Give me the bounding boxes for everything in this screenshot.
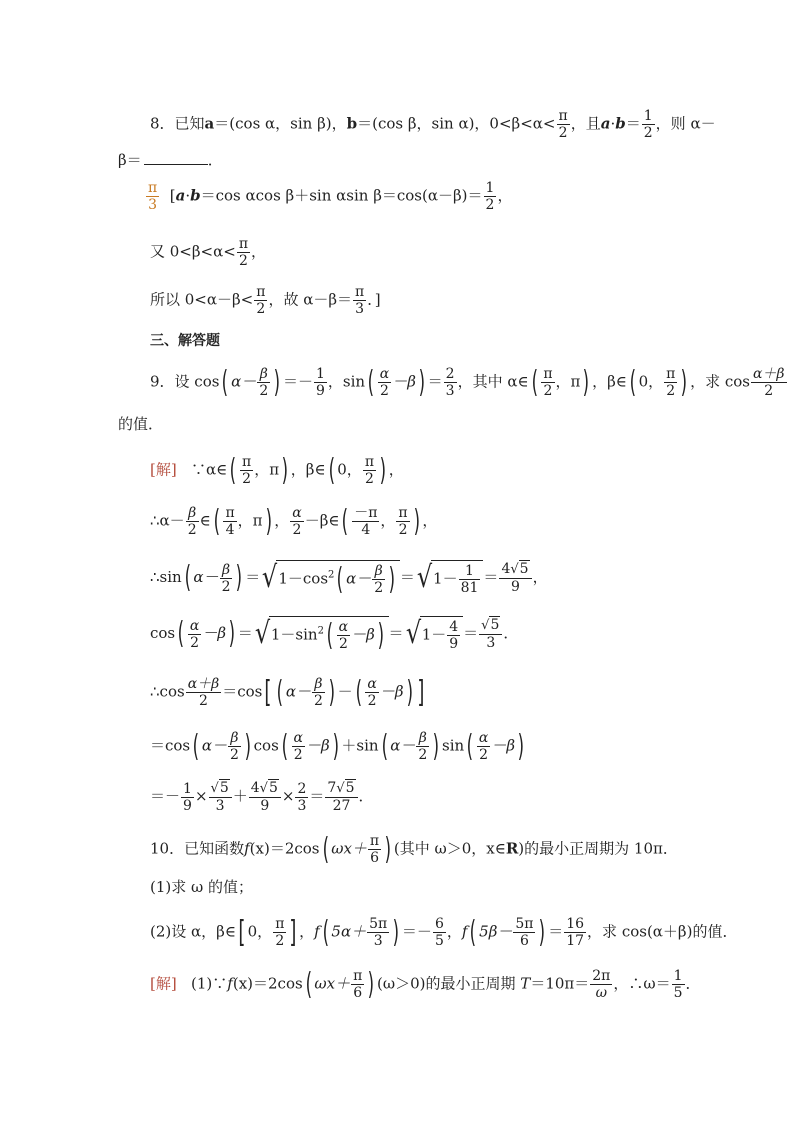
problem8-solution-line1: $\frac{\pi}{3}$ [a·b＝cos αcos β＋sin αsin β＝cos(α－β)＝ $\frac{1}{2}$ ， [148,180,513,213]
fraction-pi-over-2: $\frac{\pi}{2}$ [558,108,568,141]
section-title: 三、解答题 [150,333,220,349]
answer-blank [144,150,208,165]
problem9-solution-line2: ∴α－ $\frac{\beta}{2}$ ∈( $\frac{\pi}{4}$ ，π) ， $\frac{\alpha}{2}$ －β∈( $\frac{-\pi}{4}$ ， $\frac{\pi}{2}$ ) ， [150,503,438,539]
problem10-question2: (2)设 α，β∈[ 0， $\frac{\pi}{2}$ ] ，f( 5α＋ $\frac{5\pi}{3}$ ) ＝－ $\frac{6}{5}$ ，f( 5β－ $\frac{5\pi}{6}$ ) ＝ $\frac{16}{17}$ ，求 cos(α＋β)的值． [150,914,738,950]
problem9-solution-line4: cos( $\frac{\alpha}{2}$ $-\beta) =√1-\sin^2$( $\frac{\alpha}{2}$ －β) ＝√1－ $\frac{4}{9}$ ＝ $\frac{√5}{3}$ ． [150,616,519,653]
problem10-statement: 10．已知函数f(x)＝2cos( ωx＋ $\frac{\pi}{6}$ ) (其中 ω＞0，x∈R)的最小正周期为 10π． [150,831,678,867]
problem8-solution-line2: 又 0<β<α< $\frac{\pi}{2}$ ， [150,236,267,269]
problem9-statement-tail: 的值． [118,415,164,433]
answer-pi-over-3: $\frac{\pi}{3}$ [148,180,158,213]
problem9-solution-line1: [解] ∵α∈( $\frac{\pi}{2}$ ，π) ，β∈( 0， $\frac{\pi}{2}$ ) ， [150,452,404,488]
problem8-statement: 8．已知a＝(cos α，sin β)，b＝(cos β，sin α)，0<β<α< $\frac{\pi}{2}$ ，且a·b＝ $\frac{1}{2}$ ，则 α－ [150,108,716,141]
problem8-solution-line3: 所以 0<α－β< $\frac{\pi}{2}$ ，故 α－β＝ $\frac{\pi}{3}$ ．] [150,284,381,317]
problem9-solution-line3: ∴sin( α－ $\frac{\beta}{2}$ ) $=√1-\cos^2$( α－ $\frac{\beta}{2}$ ) ＝√1－ $\frac{1}{81}$ ＝ $\frac{4√5}{9}$ ， [150,560,548,597]
problem9-statement: 9．设 cos( α－ $\frac{\beta}{2}$ ) ＝－ $\frac{1}{9}$ ，sin( $\frac{\alpha}{2}$ －β) ＝ $\frac{2}{3}$ ，其中 α∈( $\frac{\pi}{2}$ ，π) ，β∈( 0， $\frac{\pi}{2}$ ) ，求 cos $\frac{\alpha+\beta}{2}$ [150,364,785,400]
problem9-solution-line5: ∴cos $\frac{\alpha+\beta}{2}$ ＝cos[ ( α－ $\frac{\beta}{2}$ ) －( $\frac{\alpha}{2}$ －β) ] [150,674,425,710]
problem10-solution-line1: [解] (1)∵f(x)＝2cos( ωx＋ $\frac{\pi}{6}$ ) (ω＞0)的最小正周期 T＝10π＝ $\frac{2\pi}{\omega}$ ，∴ω＝ $\frac{1}{5}$ ． [150,966,701,1002]
problem10-question1: (1)求 ω 的值； [150,878,254,896]
problem8-blank-line: β＝ ． [118,151,223,169]
problem9-solution-line7: ＝－ $\frac{1}{9}$ × $\frac{√5}{3}$ ＋ $\frac{4√5}{9}$ × $\frac{2}{3}$ ＝ $\frac{7√5}{27}$ ． [150,780,374,814]
problem9-solution-line6: ＝cos( α－ $\frac{\beta}{2}$ ) cos( $\frac{\alpha}{2}$ －β) ＋sin( α－ $\frac{\beta}{2}$ ) sin( $\frac{\alpha}{2}$ －β) [150,728,525,764]
fraction-one-half: $\frac{1}{2}$ [643,108,653,141]
